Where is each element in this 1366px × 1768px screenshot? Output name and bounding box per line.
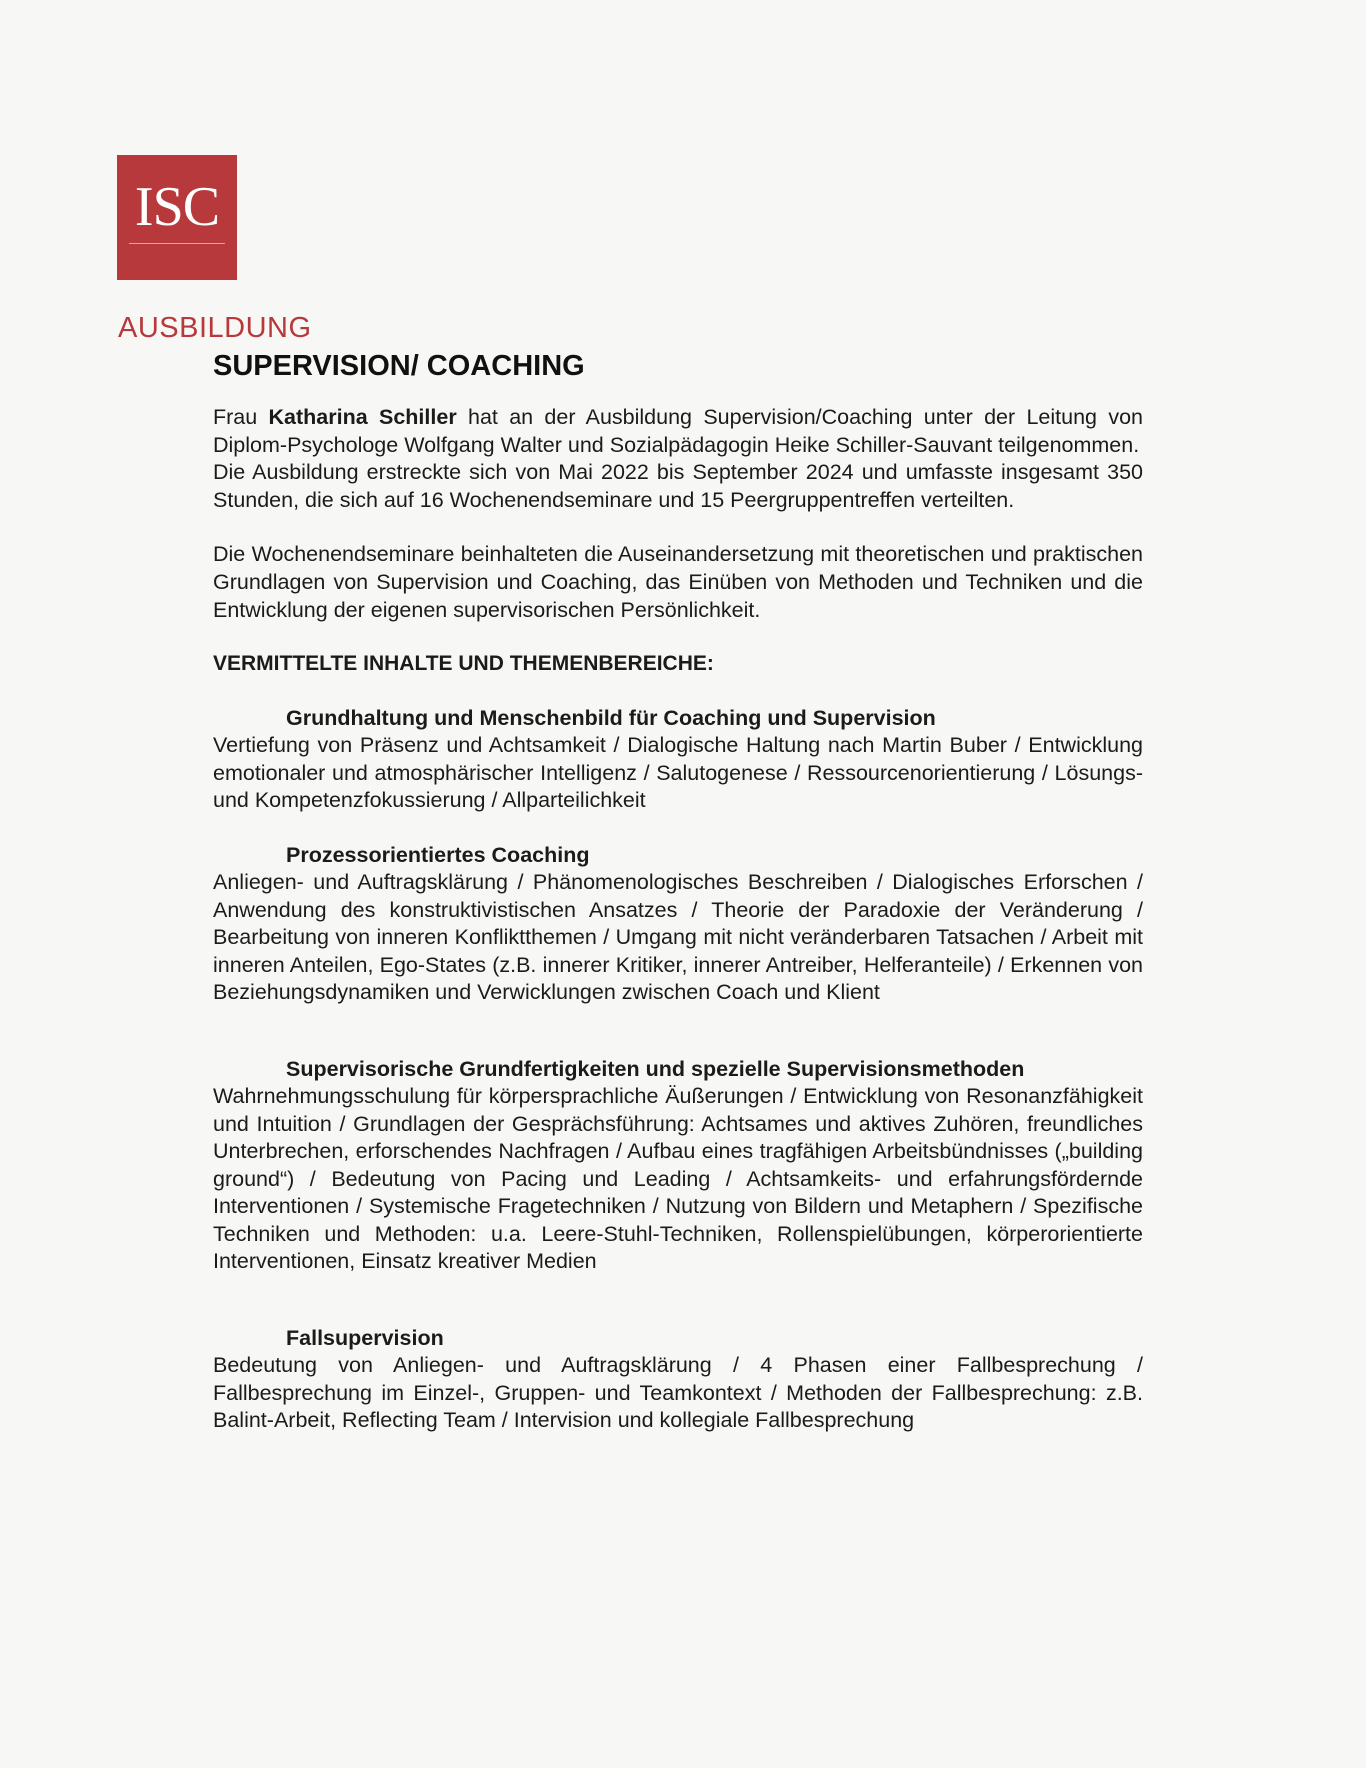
participant-name: Katharina Schiller [268,405,457,429]
isc-logo [117,155,237,280]
section-body: Vertiefung von Präsenz und Achtsamkeit / Dialogische Haltung nach Martin Buber / Entwicklung emotionaler und atmosphärischer Intelligenz / Salutogenese / Ressourcenorientierung / Lösungs- und Kompetenzfokussierung / Allparteilichkeit [213,733,1143,813]
intro-paragraph-3: Die Wochenendseminare beinhalteten die Auseinandersetzung mit theoretischen und praktischen Grundlagen von Supervision und Coaching, das Einüben von Methoden und Techniken und die Entwicklung der eigenen supervisorischen Persönlichkeit. [213,542,1143,622]
intro-paragraph-2: Die Ausbildung erstreckte sich von Mai 2022 bis September 2024 und umfasste insgesamt 350 Stunden, die sich auf 16 Wochenendseminare und 15 Peergruppentreffen verteilten. [213,460,1143,512]
section-title: Supervisorische Grundfertigkeiten und spezielle Supervisionsmethoden [286,1056,1025,1081]
section-title: Prozessorientiertes Coaching [286,842,590,867]
intro-rest: hat an der Ausbildung Supervision/Coaching unter der Leitung von Diplom-Psychologe Wolfgang Walter und Sozialpädagogin Heike Schiller-Sauvant teilgenommen. [213,405,1143,457]
logo-text: ISC [134,176,220,238]
section-body: Bedeutung von Anliegen- und Auftragsklärung / 4 Phasen einer Fallbesprechung / Fallbesprechung im Einzel-, Gruppen- und Teamkontext / Methoden der Fallbesprechung: z.B. Balint-Arbeit, Reflecting Team / Intervision und kollegiale Fallbesprechung [213,1353,1143,1433]
section-fallsupervision [213,1324,1143,1435]
section-body: Wahrnehmungsschulung für körpersprachliche Äußerungen / Entwicklung von Resonanzfähigkeit und Intuition / Grundlagen der Gesprächsführung: Achtsames und aktives Zuhören, freundliches Unterbrechen, erforschendes Nachfragen / Aufbau eines tragfähigen Arbeitsbündnisses („building ground“) / Bedeutung von Pacing und Leading / Achtsamkeits- und erfahrungsfördernde Interventionen / Systemische Fragetechniken / Nutzung von Bildern und Metaphern / Spezifische Techniken und Methoden: u.a. Leere-Stuhl-Techniken, Rollenspielübungen, körperorientierte Interventionen, Einsatz kreativer Medien [213,1083,1143,1274]
section-title: Grundhaltung und Menschenbild für Coaching und Supervision [286,706,936,731]
document-body [213,404,1143,1435]
document-kicker: AUSBILDUNG [118,312,312,344]
document-title: SUPERVISION/ COACHING [213,350,585,382]
section-title: Fallsupervision [286,1326,444,1351]
section-supervisorische-grundfertigkeiten [213,1055,1143,1276]
section-grundhaltung [213,704,1143,815]
section-body: Anliegen- und Auftragsklärung / Phänomenologisches Beschreiben / Dialogisches Erforschen / Anwendung des konstruktivistischen Ansatzes / Theorie der Paradoxie der Veränderung / Bearbeitung von inneren Konfliktthemen / Umgang mit nicht veränderbaren Tatsachen / Arbeit mit inneren Anteilen, Ego-States (z.B. innerer Kritiker, innerer Antreiber, Helferanteile) / Erkennen von Beziehungsdynamiken und Verwicklungen zwischen Coach und Klient [213,869,1143,1005]
intro-prefix: Frau [213,405,269,429]
intro-paragraph-1 [213,404,1143,459]
section-prozessorientiertes-coaching [213,841,1143,1007]
topics-heading-block [213,650,1143,678]
topics-heading: VERMITTELTE INHALTE UND THEMENBEREICHE: [213,652,714,676]
logo-subline [129,241,225,247]
